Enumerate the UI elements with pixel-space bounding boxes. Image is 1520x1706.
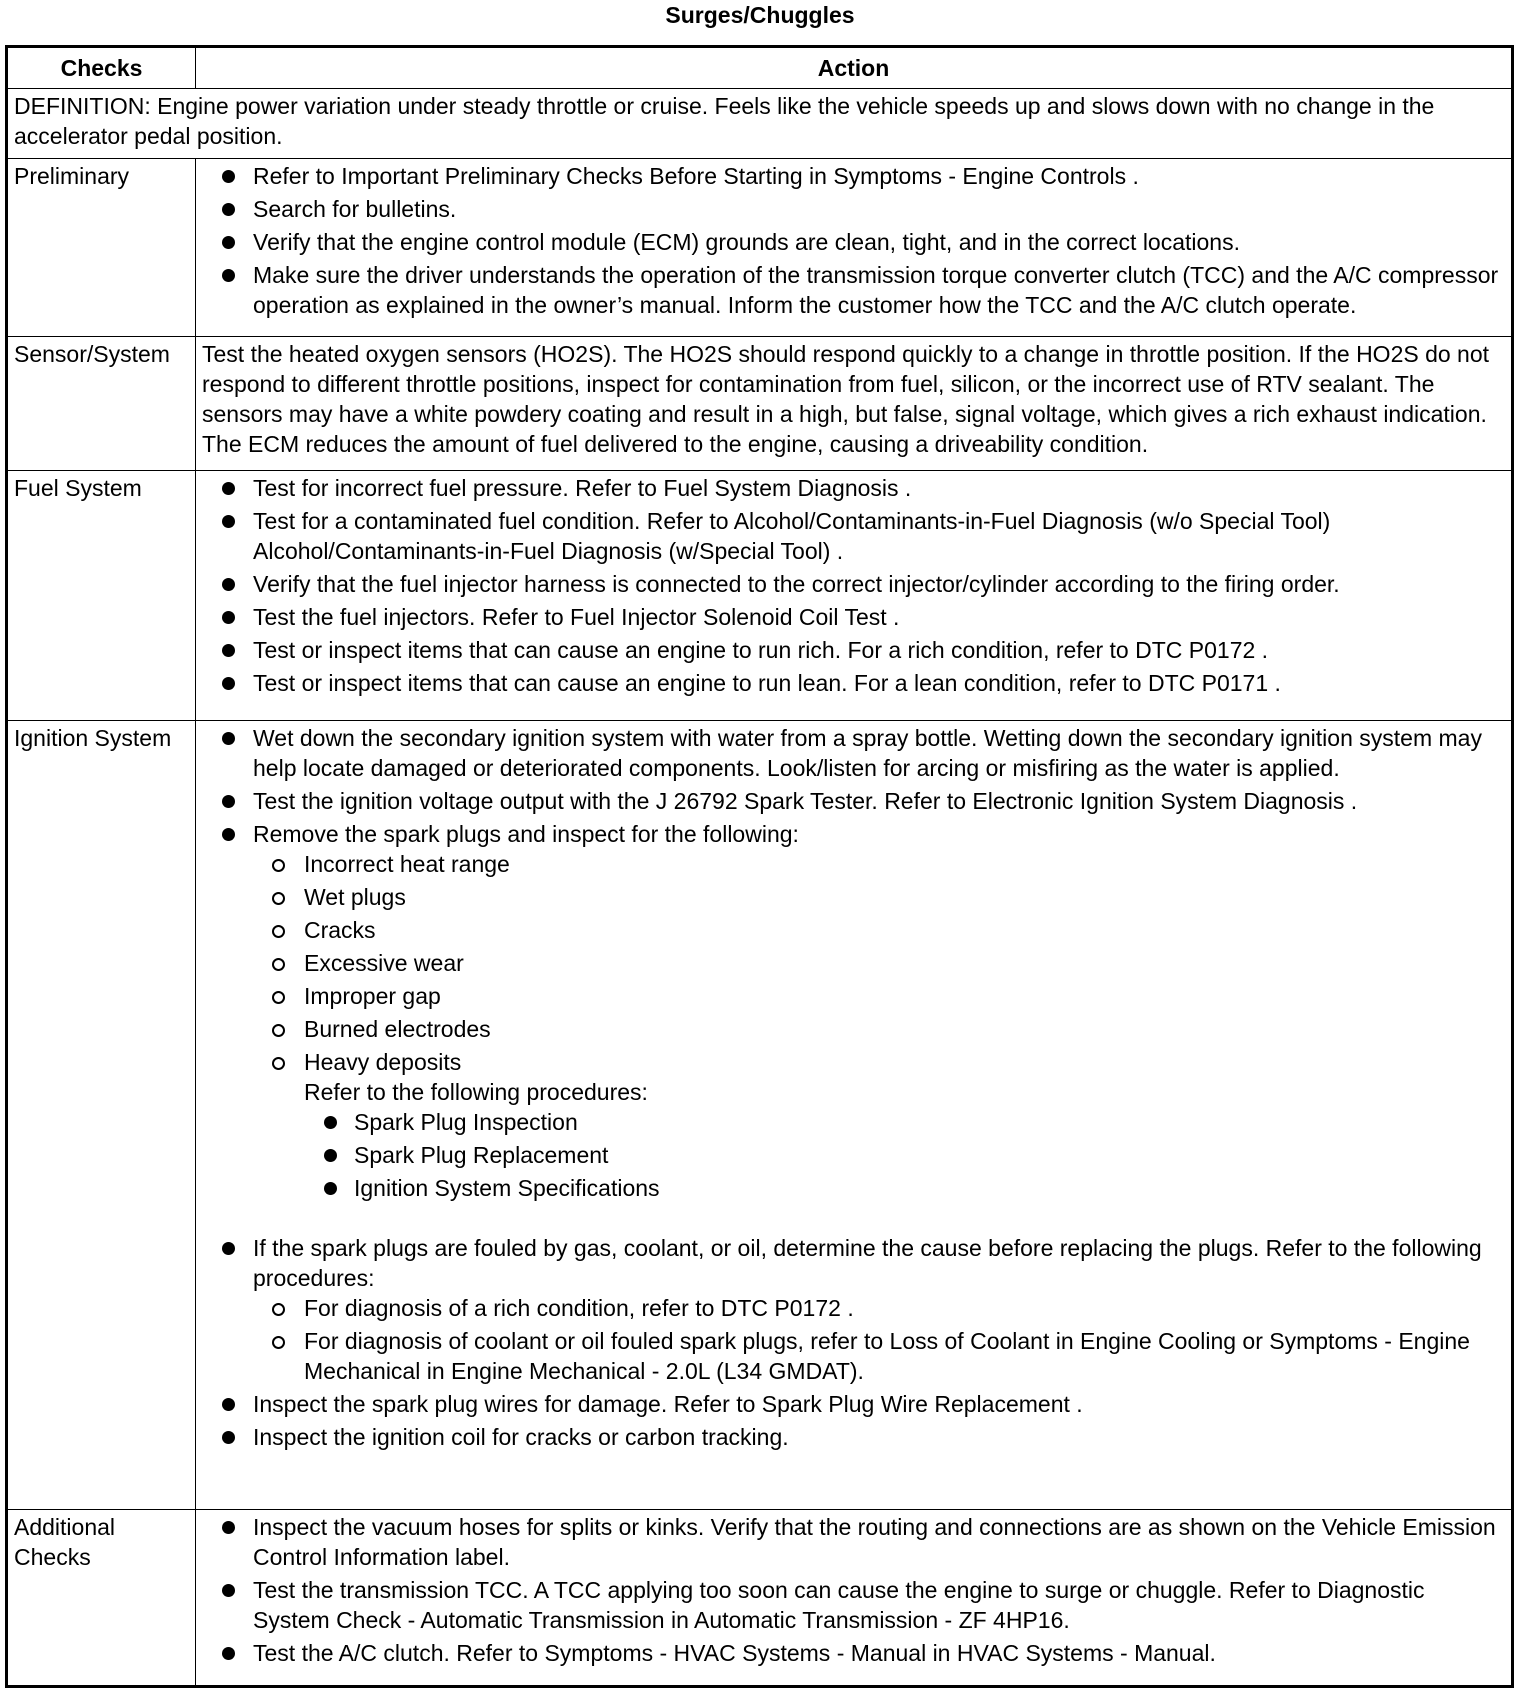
- list-item: Test or inspect items that can cause an engine to run rich. For a rich condition, refer to DTC P0172 .: [202, 635, 1506, 665]
- fouled-text: If the spark plugs are fouled by gas, coolant, or oil, determine the cause before replacing the plugs. Refer to the following procedures:: [253, 1234, 1482, 1291]
- list-item: Cracks: [253, 915, 1506, 945]
- list-item: Test or inspect items that can cause an engine to run lean. For a lean condition, refer to DTC P0171 .: [202, 668, 1506, 698]
- list-item: Verify that the engine control module (ECM) grounds are clean, tight, and in the correct locations.: [202, 227, 1506, 257]
- list-item: Wet down the secondary ignition system with water from a spray bottle. Wetting down the secondary ignition system may help locate damaged or deteriorated components. Look/listen for arcing or misfiring as the water is applied.: [202, 723, 1506, 783]
- list-item: Test for incorrect fuel pressure. Refer to Fuel System Diagnosis .: [202, 473, 1506, 503]
- symptom-table: [5, 45, 1514, 1688]
- check-label-fuel-system: Fuel System: [7, 471, 196, 721]
- check-label-preliminary: Preliminary: [7, 158, 196, 337]
- list-item: Incorrect heat range: [253, 849, 1506, 879]
- ignition-system-row: [7, 720, 1513, 1509]
- additional-checks-actions: [196, 1510, 1513, 1687]
- list-item: For diagnosis of a rich condition, refer to DTC P0172 .: [253, 1293, 1506, 1323]
- page-title: Surges/Chuggles: [665, 2, 855, 28]
- list-item: Test the fuel injectors. Refer to Fuel Injector Solenoid Coil Test .: [202, 602, 1506, 632]
- additional-checks-row: [7, 1510, 1513, 1687]
- list-item: Spark Plug Inspection: [304, 1107, 1506, 1137]
- remove-plugs-text: Remove the spark plugs and inspect for the following:: [253, 820, 799, 847]
- preliminary-actions: [196, 158, 1513, 337]
- fuel-system-actions: [196, 471, 1513, 721]
- list-item: Improper gap: [253, 981, 1506, 1011]
- procedure-list: [304, 1107, 1506, 1203]
- list-item: Test for a contaminated fuel condition. Refer to Alcohol/Contaminants-in-Fuel Diagnosis (w/o Special Tool) Alcohol/Contaminants-in-Fuel Diagnosis (w/Special Tool) .: [202, 506, 1506, 566]
- header-row: [7, 47, 1513, 89]
- list-item: Test the A/C clutch. Refer to Symptoms - HVAC Systems - Manual in HVAC Systems - Manual.: [202, 1638, 1506, 1668]
- checks-header: Checks: [7, 47, 196, 89]
- definition-text: DEFINITION: Engine power variation under steady throttle or cruise. Feels like the vehicle speeds up and slows down with no change in the accelerator pedal position.: [7, 89, 1513, 159]
- sensor-system-row: [7, 337, 1513, 471]
- refer-text: Refer to the following procedures:: [304, 1078, 648, 1105]
- list-item: Verify that the fuel injector harness is connected to the correct injector/cylinder according to the firing order.: [202, 569, 1506, 599]
- preliminary-row: [7, 158, 1513, 337]
- list-item: For diagnosis of coolant or oil fouled spark plugs, refer to Loss of Coolant in Engine Cooling or Symptoms - Engine Mechanical in Engine Mechanical - 2.0L (L34 GMDAT).: [253, 1326, 1506, 1386]
- list-item: Inspect the ignition coil for cracks or carbon tracking.: [202, 1422, 1506, 1452]
- list-item: [202, 1233, 1506, 1386]
- check-label-sensor-system: Sensor/System: [7, 337, 196, 471]
- sensor-system-text: Test the heated oxygen sensors (HO2S). The HO2S should respond quickly to a change in throttle position. If the HO2S do not respond to different throttle positions, inspect for contamination from fuel, silicon, or the incorrect use of RTV sealant. The sensors may have a white powdery coating and result in a high, but false, signal voltage, which gives a rich exhaust indication. The ECM reduces the amount of fuel delivered to the engine, causing a driveability condition.: [196, 337, 1513, 471]
- list-item: [253, 1047, 1506, 1230]
- fouled-list: [253, 1293, 1506, 1386]
- list-item: Wet plugs: [253, 882, 1506, 912]
- list-item: Make sure the driver understands the operation of the transmission torque converter clutch (TCC) and the A/C compressor operation as explained in the owner’s manual. Inform the customer how the TCC and the A/C clutch operate.: [202, 260, 1506, 320]
- list-item: Inspect the spark plug wires for damage. Refer to Spark Plug Wire Replacement .: [202, 1389, 1506, 1419]
- check-label-ignition-system: Ignition System: [7, 720, 196, 1509]
- list-item: Ignition System Specifications: [304, 1173, 1506, 1203]
- check-label-additional-checks: Additional Checks: [7, 1510, 196, 1687]
- list-item: Test the transmission TCC. A TCC applying too soon can cause the engine to surge or chuggle. Refer to Diagnostic System Check - Automatic Transmission in Automatic Transmission - ZF 4HP16.: [202, 1575, 1506, 1635]
- list-item: Search for bulletins.: [202, 194, 1506, 224]
- list-item: Spark Plug Replacement: [304, 1140, 1506, 1170]
- fuel-system-row: [7, 471, 1513, 721]
- ignition-system-actions: [196, 720, 1513, 1509]
- list-item: Refer to Important Preliminary Checks Before Starting in Symptoms - Engine Controls .: [202, 161, 1506, 191]
- list-item: Test the ignition voltage output with the J 26792 Spark Tester. Refer to Electronic Ignition System Diagnosis .: [202, 786, 1506, 816]
- list-item: [202, 819, 1506, 1230]
- inspect-list: [253, 849, 1506, 1230]
- action-header: Action: [196, 47, 1513, 89]
- list-item: Excessive wear: [253, 948, 1506, 978]
- list-item: Burned electrodes: [253, 1014, 1506, 1044]
- list-item: Inspect the vacuum hoses for splits or kinks. Verify that the routing and connections are as shown on the Vehicle Emission Control Information label.: [202, 1512, 1506, 1572]
- heavy-deposits-text: Heavy deposits: [304, 1048, 462, 1075]
- definition-row: [7, 89, 1513, 159]
